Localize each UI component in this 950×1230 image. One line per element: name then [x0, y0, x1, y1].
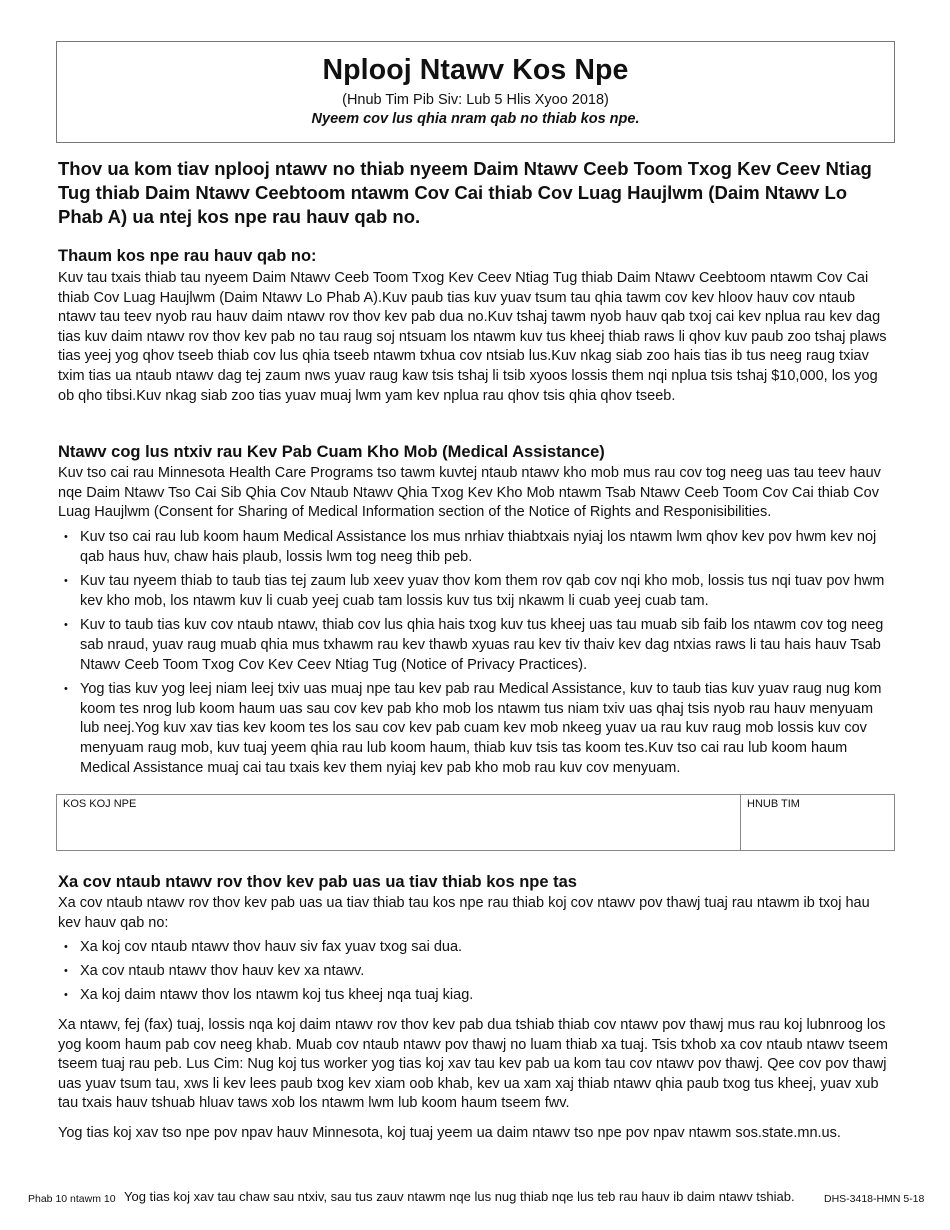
section3-heading: Xa cov ntaub ntawv rov thov kev pab uas ua tiav thiab kos npe tas — [58, 873, 577, 891]
section3-intro: Xa cov ntaub ntawv rov thov kev pab uas ua tiav thiab tau kos npe rau thiab koj cov ntawv pov thawj tuaj rau ntawm ib txoj hau kev hauv qab no: — [58, 895, 870, 931]
list-item: • Xa cov ntaub ntawv thov hauv kev xa ntawv. — [58, 962, 890, 982]
list-item: • Xa koj cov ntaub ntawv thov hauv siv fax yuav txog sai dua. — [58, 938, 890, 958]
section1-body: Kuv tau txais thiab tau nyeem Daim Ntawv Ceeb Toom Txog Kev Ceev Ntiag Tug thiab Daim Ntawv Ceebtoom ntawm Cov Cai thiab Cov Luag Haujlwm (Daim Ntawv Lo Phab A).Kuv paub tias kuv yuav tsum tau qhia tawm cov kev hloov hauv cov ntaub ntawv tau teev nyob rau hauv daim ntawv rov thov kev pab dua no.Kuv tshaj tawm nyob hauv qab txoj cai kev nplua rau kev dag tias kuv daim ntawv rov thov kev pab no tau raug soj ntsuam los ntawm kuv tus kheej thiab raws li qhov kuv paub zoo tshaj plaws tias yeej yog qhov tseeb thiab cov lus qhia tseeb ntawm txhua cov ntsiab lus.Kuv nkag siab zoo hais tias ib tus neeg raug txiav txim tias ua ntaub ntawv dag tej zaum nws yuav raug kaw tsis tshaj li tsib xyoos lossis them nqi nplua tsis tshaj $10,000, los yog ob qho tibsi.Kuv nkag siab zoo tias yuav muaj lwm yam kev nplua rau qhov tsis qhia qhov tseeb. — [58, 270, 887, 404]
section3-bullet-list — [58, 938, 890, 1006]
section2-bullet-list — [58, 528, 890, 778]
list-item: • Xa koj daim ntawv thov los ntawm koj tus kheej nqa tuaj kiag. — [58, 986, 890, 1006]
effective-date: (Hnub Tim Pib Siv: Lub 5 Hlis Xyoo 2018) — [342, 92, 609, 108]
page-number: Phab 10 ntawm 10 — [28, 1193, 116, 1205]
form-id: DHS-3418-HMN 5-18 — [824, 1193, 925, 1205]
list-item: • Yog tias kuv yog leej niam leej txiv uas muaj npe tau kev pab rau Medical Assistance, kuv to taub tias kuv yuav raug nug kom koom tes nrog lub koom haum uas sau cov kev pab kho mob los ntawm tus niam txiv uas qhaj tsis nyob rau hauv menyuam lub neej.Yog kuv xav tias kev koom tes los sau cov kev pab cuam kev mob nkeeg yuav ua rau kuv raug mob lossis kuv cov menyuam raug mob, kuv tuaj yeem qhia rau lub koom haum, thiab kuv tsis tas koom tes.Kuv tso cai rau lub koom haum Medical Assistance muaj cai tau txais kev them nyiaj kev pab kho mob rau kuv cov menyuam. — [58, 680, 890, 778]
section2-body: Kuv tso cai rau Minnesota Health Care Programs tso tawm kuvtej ntaub ntawv kho mob mus rau cov tog neeg uas tau teev hauv nqe Daim Ntawv Tso Cai Sib Qhia Cov Ntaub Ntawv Qhia Txog Kev Kho Mob ntawm Tsab Ntawv Ceeb Toom Cov Cai thiab Cov Luag Haujlwm (Consent for Sharing of Medical Information section of the Notice of Rights and Responisibilities. — [58, 465, 881, 521]
page-title: Nplooj Ntawv Kos Npe — [322, 54, 629, 86]
section3-para1: Xa ntawv, fej (fax) tuaj, lossis nqa koj daim ntawv rov thov kev pab dua tshiab thiab cov ntawv pov thawj mus rau koj lubnroog los yog koom haum pab cov neeg khab. Muab cov ntaub ntawv pov thawj no luam thiab xa tuaj. Tsis txhob xa cov ntaub ntawv tseem tseem tuaj rau peb. Lus Cim: Nug koj tus worker yog tias koj xav tau kev pab ua kom tau cov ntawv pov thawj. Qee cov pov thawj uas yuav tsum tau, xws li kev lees paub txog kev xiam oob khab, kev ua xam xaj thiab ntawv qhia paub txog tus kheej, yuav xub tau txais hauv tshuab hluav taws xob los ntawm lwm lub koom haum tseem fwv. — [58, 1017, 888, 1112]
signature-box — [56, 794, 895, 851]
list-item: • Kuv to taub tias kuv cov ntaub ntawv, thiab cov lus qhia hais txog kuv tus kheej uas tau muab sib faib los ntawm cov tog neeg sab nraud, yuav raug muab qhia mus txhawm rau kev thawb xyuas rau kev tiv thaiv kev dag ntxias raws li tau hais hauv Tsab Ntawv Ceeb Toom Txog Cov Kev Ceev Ntiag Tug (Notice of Privacy Practices). — [58, 616, 890, 675]
section1-heading: Thaum kos npe rau hauv qab no: — [58, 247, 317, 265]
title-box — [56, 41, 895, 143]
instruction-line: Nyeem cov lus qhia nram qab no thiab kos npe. — [311, 111, 640, 127]
lead-paragraph: Thov ua kom tiav nplooj ntawv no thiab nyeem Daim Ntawv Ceeb Toom Txog Kev Ceev Ntiag Tug thiab Daim Ntawv Ceebtoom ntawm Cov Cai thiab Cov Luag Haujlwm (Daim Ntawv Lo Phab A) ua ntej kos npe rau hauv qab no. — [58, 158, 872, 227]
list-item: • Kuv tau nyeem thiab to taub tias tej zaum lub xeev yuav thov kom them rov qab cov nqi kho mob, lossis tus nqi tuav pov hwm kev kho mob, los ntawm kuv li cuab yeej cuab tam lossis kuv tus txij nkawm li cuab yeej cuab tam. — [58, 572, 890, 611]
signature-label: KOS KOJ NPE — [63, 798, 137, 810]
footer-note: Yog tias koj xav tau chaw sau ntxiv, sau tus zauv ntawm nqe lus nug thiab nqe lus teb rau hauv ib daim ntawv tshiab. — [124, 1189, 795, 1204]
section2-heading: Ntawv cog lus ntxiv rau Kev Pab Cuam Kho Mob (Medical Assistance) — [58, 443, 605, 461]
date-field[interactable] — [741, 795, 894, 850]
date-label: HNUB TIM — [747, 798, 800, 810]
section3-para2: Yog tias koj xav tso npe pov npav hauv Minnesota, koj tuaj yeem ua daim ntawv tso npe pov npav ntawm sos.state.mn.us. — [58, 1125, 841, 1141]
signature-field[interactable] — [57, 795, 741, 850]
list-item: • Kuv tso cai rau lub koom haum Medical Assistance los mus nrhiav thiabtxais nyiaj los ntawm lwm qhov kev pov hwm kev noj qab haus huv, chaw hais plaub, lossis lwm tog neeg thib peb. — [58, 528, 890, 567]
